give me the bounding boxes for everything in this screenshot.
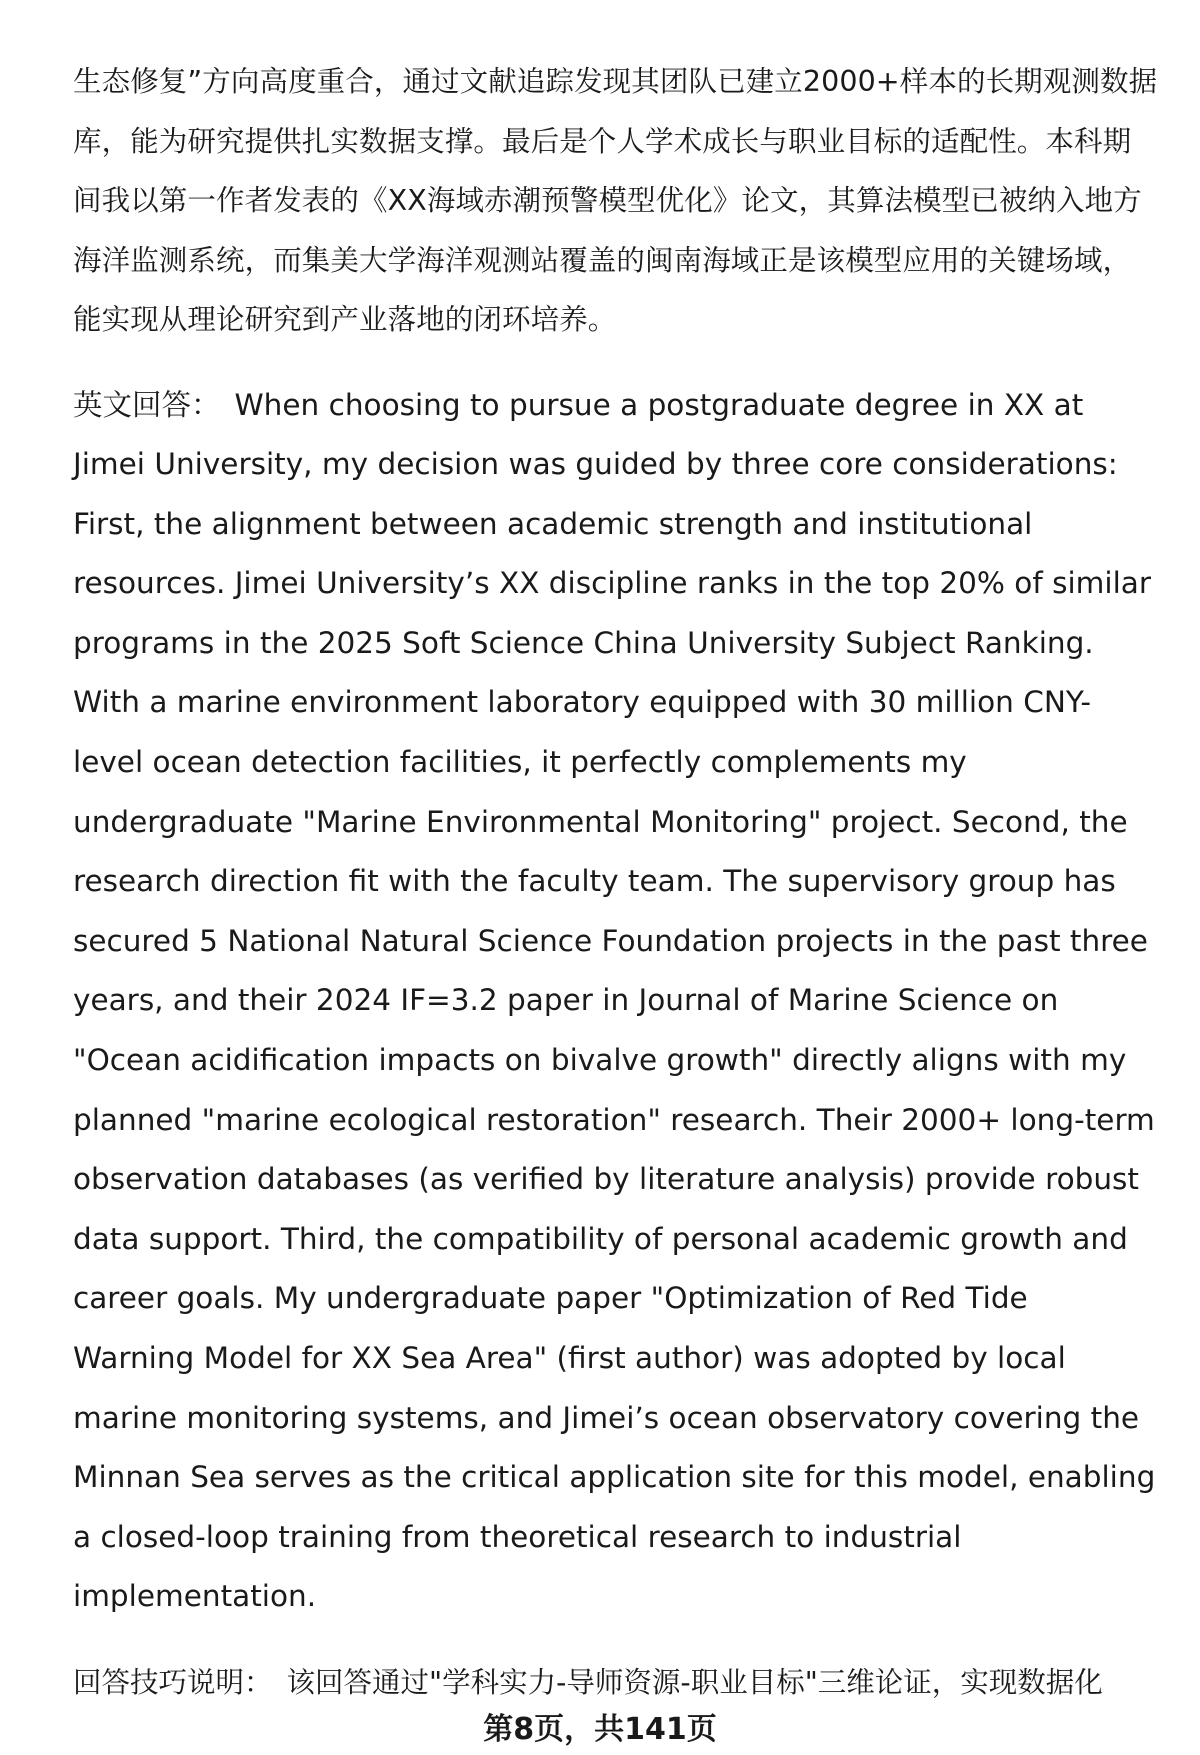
- page-number-footer: 第8页，共141页: [483, 1712, 717, 1747]
- english-answer-text: When choosing to pursue a postgraduate degree in XX at Jimei University, my decision was guided by three core considerations: First, the alignment between academic strength and institutional resources. Jimei University’s XX discipline ranks in the top 20% of similar programs in the 2025 Soft Science China University Subject Ranking. With a marine environment laboratory equipped with 30 million CNY-level ocean detection facilities, it perfectly complements my undergraduate "Marine Environmental Monitoring" project. Second, the research direction fit with the faculty team. The supervisory group has secured 5 National Natural Science Foundation projects in the past three years, and their 2024 IF=3.2 paper in Journal of Marine Science on "Ocean acidification impacts on bivalve growth" directly aligns with my planned "marine ecological restoration" research. Their 2000+ long-term observation databases (as verified by literature analysis) provide robust data support. Third, the compatibility of personal academic growth and career goals. My undergraduate paper "Optimization of Red Tide Warning Model for XX Sea Area" (first author) was adopted by local marine monitoring systems, and Jimei’s ocean observatory covering the Minnan Sea serves as the critical application site for this model, enabling a closed-loop training from theoretical research to industrial implementation.: [73, 387, 1156, 1614]
- answer-tips-text: 该回答通过"学科实力-导师资源-职业目标"三维论证，实现数据化: [286, 1665, 1103, 1699]
- document-body: [73, 52, 1158, 1712]
- english-answer-label: 英文回答：: [73, 387, 221, 422]
- english-answer-paragraph: [73, 376, 1158, 1627]
- chinese-answer-paragraph: 生态修复”方向高度重合，通过文献追踪发现其团队已建立2000+样本的长期观测数据库，能为研究提供扎实数据支撑。最后是个人学术成长与职业目标的适配性。本科期间我以第一作者发表的《XX海域赤潮预警模型优化》论文，其算法模型已被纳入地方海洋监测系统，而集美大学海洋观测站覆盖的闽南海域正是该模型应用的关键场域，能实现从理论研究到产业落地的闭环培养。: [73, 65, 1158, 336]
- answer-tips-label: 回答技巧说明：: [73, 1665, 273, 1699]
